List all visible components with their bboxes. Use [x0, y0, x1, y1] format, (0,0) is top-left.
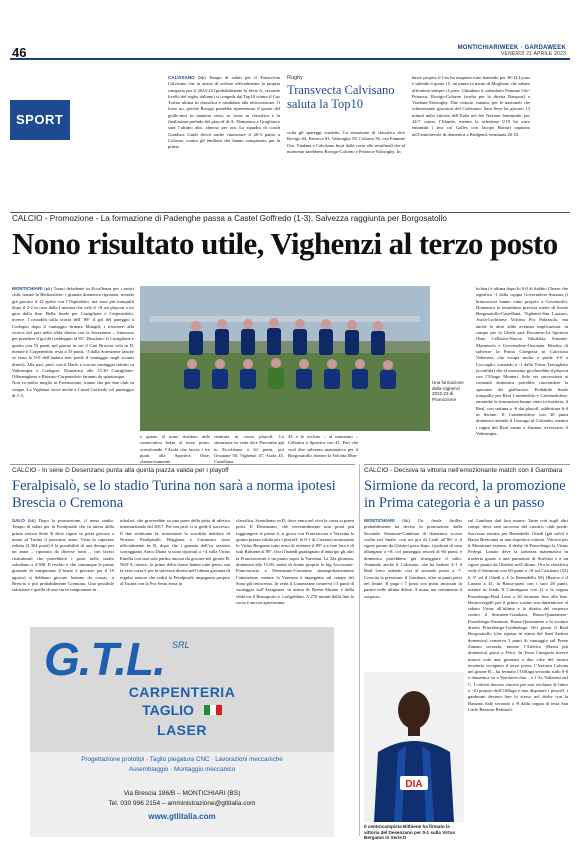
player-illustration — [364, 672, 464, 822]
ad-line3: LASER — [157, 722, 207, 738]
rugby-headline — [287, 75, 405, 111]
publication-date: VENERDÌ 21 APRILE 2023 — [501, 51, 566, 57]
column-divider — [359, 464, 360, 836]
italy-flag-icon — [204, 702, 222, 720]
rugby-title: Transvecta Calvisano saluta la Top10 — [287, 83, 395, 111]
publication-name: MONTICHIARIWEEK · GARDAWEEK — [457, 45, 566, 51]
ad-address: Via Brescia 186/B – MONTICHIARI (BS) — [123, 790, 241, 797]
main-col1-lead: MONTICHIARI — [12, 286, 43, 291]
feralpi-title: Feralpisalò, se lo stadio Turina non sarà a norma ipotesi Brescia o Cremona — [12, 478, 336, 511]
ad-website[interactable]: www.gtlitalia.com — [148, 812, 216, 821]
sirmione-col1 — [364, 518, 462, 668]
ad-line2-row — [30, 702, 334, 720]
feralpi-col3: classifica. Scendiamo in D, dove entra nel vivo la corsa ai primi posti. Il Desenzano, che verosimilmente non potrà più raggiungere le prime 4, si gioca con Franciacorta e Varesina la quinta piazza valida per i playoff: la 0-1 di Ciserano nonostante lo Virtus Bergamo tutto resto di ottenere il 89° a e fare loro e di tutti Bithiene al 89’. Ora il lunedì guadagnato d’anticipo gli altri la Franciacortini e un punto sopra la Varesina. La 32a giornata, domenica alle 15.00, mette di fronte proprio le big Accorsone-Franciacorta e Desenzano-Cassatese monopolizzerannno l’attenzione, mentre la Varesina è impegnata sul campo del Sona già retrocesso. In vetta il Lumezzane conserva i 3 punti di vantaggio sull’Arzignano, in attesa di Breno-Akrone e della sfida tra il Brusaporto e i valgobbini. A 270 minuti dalla fine la corsa è ancora apertissima. — [236, 518, 355, 605]
team-photo-illustration — [140, 286, 430, 431]
team-photo-caption: Una formazione della Vighenzi 2022-23 di Promozione — [432, 380, 464, 402]
main-col3: rientrata in corsa playoff. La situazione in vetta dice Pavonese già in Eccellenza a 61 punti, poi Orsonate 50, Vighenzi 47, Asola 45, Castellana — [214, 434, 284, 465]
main-col1 — [12, 286, 134, 399]
rugby-col3: basso proprio il Cus ha risaperto tutto battendo per 30-14 Lyons e salendo a quota 15, un punto in meno di Mogliano che sabato affronterà sempre i Lyons. Chiudono il calendario Fiamme Oro-Petrarca, Rovigo-Colorno (scelta per la diretta Raisport) e Viadana-Valorugby. Due vittorie, intanto, per le nazionali che schiereranno giocatori del Calvisano: Sara Seye ha giocato 13 minuti nella vittoria dell’Italia nel Sei Nazioni femminile, per 24-7 contro l’Irlanda, mentre la selezione U19 ha visto entrambi i test col Galles con Jacopo Botturi capitano nell’amichevole di domenica a Bridgend, terminata 26-52. — [412, 75, 530, 137]
rugby-col2: volta gli spareggi scudetto. La situazione di classifica dice Rovigo 64, Petrarca 63, Valorugby 58, Colorno 56, con Fiamme Oro, Viadana e Calvisano fuori dalla corsa alle semifinali che al momento sarebbero Rovigo-Colorno e Petrarca-Valorugby. In — [287, 130, 405, 154]
main-col5: tichiari è ultima dopo lo 0-0 di Sabbio Chiese che significa -1 dalla coppia Governolese-Suzzara (i biancorossi hanno vinto proprio a Governolo). Domenica la terzultima prevista mette di fronte Borgosatollo-Castellana, Vighenzi-San Lazzaro, Asola-Lodrinese Volcitta Pro Palazzolo, ma anche le altre sfide avranno implicazioni: in campo per la Ghedi sarà Pavonese-La Sportiva Ome, Cellatica-Nuova Valsabbia, Suzzara-Marmirolo e Governolese-Orsonata. Rischio di salvezze la Prima Categoria in Calcistica Valtenesi, che sciupa molto e perde 2-0 a Coccaglio, tornando a -1 dalla Virtus Travagliato (sconfitta) che al momento giocherebbe il playout con l’Ubago Monteri. Solo sei successioni ai comandi domenica potrebbe riaccendere la speranze dei giallorossi. Probabile finale tranquillo per Real Castenedolo e Castenedolese: entrambe le formazioni hanno vinto in trasferta; il Real, con settima a -6 dai playoff, addirittura 6-4 in Seriate. Il Castenedolese con 30 punti domenica attende il Gussago al Colombo, mentre i ragini del Real vanno a Zanano, avversario il Valtrompia. — [476, 286, 568, 436]
rugby-kicker: Rugby — [287, 75, 303, 81]
ad-line1: CARPENTERIA — [128, 684, 236, 700]
ad-services: Progettazione prototipi · Taglio piegatura CNC · Lavorazioni meccaniche — [81, 756, 283, 763]
publication-header — [458, 45, 566, 57]
header-rule — [10, 58, 570, 60]
ad-brand-suffix: SRL — [172, 640, 190, 650]
sirmione-col1-body: (bk) Un finale thriller probabilmente ha deciso la promozione dalla Seconda. Sirmione-Gambara di domenica scorsa svolta nel finale: con un gol di Leali all’86’ e il rigore parato da Ghisleri poco dopo, i padroni di casa allungano a +8, col punteggio record di 60 punti, e domenica potrebbero già festeggiare il salto. Aiutando anche il Calcinato, che ha battuto 4-1 il Real Leno salendo così al secondo posto a -7. Crescita la pressione: il Gambara, oltre ai punti persi nel finale. Il paga i 7 posti con punti incassati in partite nelle ultime difese. A nona, ma certamente il sorpasso — [364, 518, 462, 599]
calvisano-lead: CALVISANO — [168, 75, 195, 80]
feralpi-kicker: CALCIO - In serie D Desenzano punta alla quinta piazza valida per i playoff — [12, 467, 229, 474]
main-kicker: CALCIO - Promozione - La formazione di Padenghe passa a Castel Goffredo (1-3). Salvezza raggiunta per Borgosatollo — [12, 214, 447, 223]
player-photo-caption: Il centrocampista Bithiene ha firmato la vittoria del Desenzano per 0-1 sulla Virtus Bergamo in Serie D — [364, 824, 456, 841]
calvisano-body: (bk) Tempo di saluti per il Transvecta Calvisano che in attesa di svelare ufficialmente la propria categoria per il 2023-24 (probabilmente la Serie A, secondo livello del rugby italiano) si congeda dal Top10 contro il Cus Torino ultima in classifica e candidato alla retrocessione. O forse no, perché Rovigo potrebbe ripresentare il poster del giallo-neri in maniera seria, se fosse in classifica e la finalissima prelude del playoff di A. Domenica a Grugliasco sarà l’ultimo atto, almeno per ora. La squadra di coach Gianluca Guidi dovrà anche rinunciare il 28-3 patito a Colorno, contro gli emiliani che hanno conquistato per la prima — [168, 75, 280, 150]
main-col4: 43 e le escluse – al momento – Cellatica e Sportiva con 41. Pari che vuol dire salvezza matematica per il Borgosatollo, mentre la Volcitta Mon- — [288, 434, 358, 458]
sirmione-title: Sirmione da record, la promozione in Prima categoria è a un passo — [364, 478, 566, 511]
ad-phone: Tel. 030 996 2154 – amministrazione@gtlitalia.com — [108, 800, 256, 807]
sirmione-col1-lead: MONTICHIARI — [364, 518, 395, 523]
feralpi-col1 — [12, 518, 114, 594]
main-title: Nono risultato utile, Vighenzi al terzo posto — [12, 226, 558, 261]
ad-brand: G.T.L. — [44, 633, 165, 685]
team-photo — [140, 286, 430, 431]
sirmione-kicker: CALCIO - Decisiva la vittoria nell’emozionante match con il Gambara — [364, 467, 563, 474]
feralpi-col1-lead: SALÒ — [12, 518, 25, 523]
page-number: 46 — [12, 45, 27, 60]
jersey-sponsor: DIA — [405, 779, 423, 790]
section-rule — [10, 212, 570, 213]
main-col2: e grazie al nono risultato utile consecutivo balza al terzo posto, scavalcando l’Asola che lascia i tre punti alla Sportiva Ome, clamorosamente — [140, 434, 210, 465]
sirmione-rule — [364, 464, 570, 465]
main-col1b-body: Non va molto meglio in Promozione, tranne che per due club su cinque. La Vighenzi vince anche a Castel Goffredo col punteggio di 1-3, — [12, 380, 134, 399]
player-photo — [364, 672, 464, 822]
feralpi-col1-body: (bk) Dopo la promozione, il tema stadio. Tempo di saluti per la Feralpisalò che in attesa della prima storica Serie B deve capire se potrà giocare o meno al Turina il prossimo anno. Vista la capienza ridotta (2.364 posti) è la possibilità di una deroga per un anno – riportata da diverse fonti – con lavori ristrutturati che potrebbero i posti nello stadio salodiano a 3.500. Il rischio è che comunque le prime giornate di campionato (l’inizio è previsto per il 19 agosto) si debbano giocare lontano da «casa», a Brescia o più probabilmente Cremona. Una possibile soluzione e quella di una curva temporanea in — [12, 518, 114, 593]
sirmione-col2: sul Gambara dati loro monte. Tante voti sugli altri campi, dove sarà successo del «nostri» club perde. Successo esterno per Remedello. Ghedi (già salvi) e Bassa Bresciana in una rispettiva vittoria. Vittoria per il Montirone esterno, il derby di Pozzolengo la Virtus Ferlegi. Lonato deve la salvezza matematica in trasferta grazie a una punizione di Scalvini e a un rigore parato da Ghisleri nell’ultimo. Ora la classifica vede il Sirmione con 60 punti a +8 sul Calcinato (52) il 3° ed il Ghedi a 4 (e Remedello 50) (Basica e il Lonato a 41, la Bassa-quasi con i suoi 28 punti, mentre in fondo Il Comingano con 21 e la coppia Pozzolengo-Real Leno a 20 terranno fino alla fine. Bornovorgelli per il primo scalino ma dimenticare al sabato Virtus all’ultima e la diretta del sorpasso contro il Sirmione-Gambara, Bassa-Quinzanese-Pozzolengo-Sirmione, Bassa-Quinzanese e lo scontro diretto Pozzolengo-Goldenlago. Nei giorni il Real Borgosatollo (che ripassa in attesa del Sant’Andrea domenica) conserva 3 punti di vantaggio sul Ponte Zanano secondo, mentre l’Atletico (Bassa più domenica) gioca a Fiero. In Terza Categoria invece muove sole una giornata a due cifre del nostro territorio occupano il terzo posto: l’Azzurra Calvina nel girone B – ha fermato l’Offlaga secondo sullo 0-0 e domenica va a Verolavecchia – e l’As Valtenesi nel C. I calvini devono vincere per non rischiare di finire a -10 proprio dell’Offlaga e non disputare i playoff, i gardesani devono fare lo stesso nel derby con la Bassano Salò secondo a -8 dalla coppia di testa San Carlo Rezzato-Bettinoli. — [468, 518, 568, 712]
feralpi-rule — [10, 464, 355, 465]
calvisano-text — [168, 75, 280, 151]
section-label: SPORT — [10, 100, 70, 140]
ad-line2: TAGLIO — [142, 702, 194, 718]
ad-services2: Assemblaggio · Montaggio meccanico — [128, 766, 236, 773]
main-col1-body: (pk) Turno defudente in Eccellenza per i nostri club, tranne la Bedizzolese: i granata domenica riposano, avendo già giocato il 12 aprile con l’Ospitaletto, ma sono più tranquilli dopo il 2-2 in casa della Luisiana che vale il +8 sui playout a tre gare dalla fine. Bella finale per Castiglione e Carpenedolo, invece. I rossoblù sulla scorta dell’ 88° il gol del pareggio a Codogno dopo il vantaggio firmato Mangili, i rossoneri alla ricerca del pari nella sfida diretta con la Soresinese – finiscono per prendere il gol del raddoppio al 95°. Risultato: il Castiglione è quarto con 53 punti, nel giorno in cui il Casi Broscia vola in D, mentre il Carpenedolo resta a 35 punti, -3 dalla Soresinese (anche se visto lo 0-0 dell’andata non perde il vantaggio negli scontri diretti). Alla pari, però, con il Darfo e con un vantaggio ridotto su Valtrompia e Codogno. Domenica alle 15.30 Castiglione-Offanenghese e Rezzato-Carpenedolo faranno da spartiacque. — [12, 286, 134, 380]
feralpi-col2: tubolari, che graverebbe su una parte della pista di atletica internazionale del 2017. Per ora però ci si gode il successo. Il due settimane fa, nonostante la sconfitta indolore di Novara. Feralpisalò, Reggiana e Catanzaro sono ufficialmente in B, dopo che i granata dell’ex sessisto scoraggiano Aimo Diana si sono riportati a +4 sulla Virtus Entella con una sola partita ancora da giocare nel girone B. Nell’A, invece, le prime della classe hanno tutte perso, ma la vera corsa è per la salvezza diretta nell’ultima giornata di regular season che vedrà la Feralpisalò impegnata proprio al Turina con la Pro Sesto terza in — [120, 518, 230, 586]
